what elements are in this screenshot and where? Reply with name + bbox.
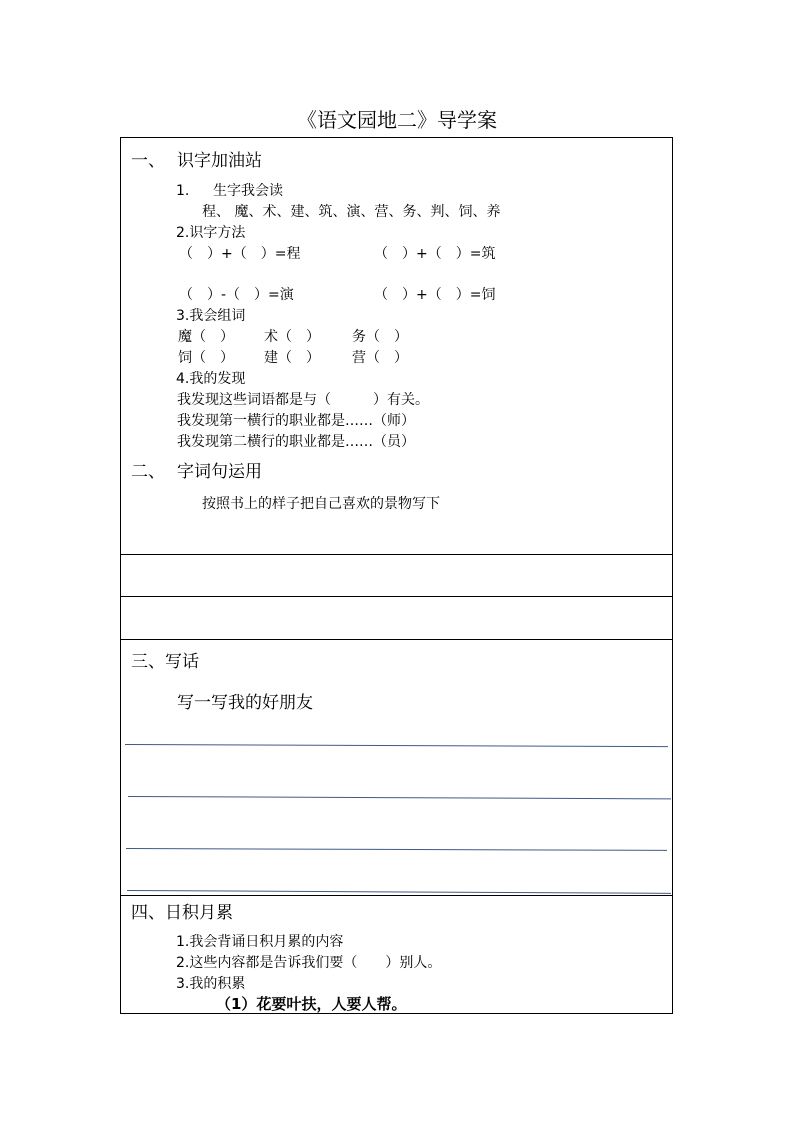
section2-instruction: 按照书上的样子把自己喜欢的景物写下 <box>202 496 440 512</box>
section1-number: 一、 <box>131 151 165 171</box>
section4-item1: 1.我会背诵日积月累的内容 <box>176 934 344 950</box>
section2-heading: 字词句运用 <box>177 462 262 482</box>
writing-line <box>128 796 671 799</box>
writing-line <box>126 848 667 851</box>
row-divider <box>121 895 672 896</box>
proverb-1: （1）花要叶扶，人要人帮。 <box>216 995 407 1013</box>
item4-label: 4.我的发现 <box>176 371 246 387</box>
word-jian: 建（ ） <box>264 350 320 366</box>
worksheet-table <box>120 137 673 1014</box>
item1-number: 1. <box>176 183 190 199</box>
formula-yan: （ ）-（ ）=演 <box>179 287 294 303</box>
word-wu: 务（ ） <box>352 329 408 345</box>
section3-heading: 三、写话 <box>131 652 199 672</box>
row-divider <box>121 554 672 555</box>
writing-prompt: 写一写我的好朋友 <box>177 693 313 713</box>
section1-heading: 识字加油站 <box>177 151 262 171</box>
writing-line <box>125 744 668 747</box>
character-list: 程、 魔、术、建、筑、演、营、务、判、饲、养 <box>202 204 501 220</box>
writing-line <box>127 890 671 894</box>
word-ying: 营（ ） <box>352 350 408 366</box>
finding-1: 我发现这些词语都是与（ ）有关。 <box>177 392 429 408</box>
word-mo: 魔（ ） <box>178 329 234 345</box>
section4-heading: 四、日积月累 <box>131 903 233 923</box>
word-shu: 术（ ） <box>264 329 320 345</box>
row-divider <box>121 596 672 597</box>
formula-si: （ ）+（ ）=饲 <box>374 287 496 303</box>
section2-number: 二、 <box>131 462 165 482</box>
formula-cheng: （ ）+（ ）=程 <box>179 246 301 262</box>
item1-label: 生字我会读 <box>213 183 283 199</box>
finding-3: 我发现第二横行的职业都是……（员） <box>177 434 415 450</box>
item2-label: 2.识字方法 <box>176 225 246 241</box>
row-divider <box>121 639 672 640</box>
item3-label: 3.我会组词 <box>176 308 246 324</box>
word-si: 饲（ ） <box>178 350 234 366</box>
section4-item3: 3.我的积累 <box>176 976 246 992</box>
formula-zhu: （ ）+（ ）=筑 <box>374 246 496 262</box>
finding-2: 我发现第一横行的职业都是……（师） <box>177 413 415 429</box>
section4-item2: 2.这些内容都是告诉我们要（ ）别人。 <box>176 955 442 971</box>
page-title: 《语文园地二》导学案 <box>297 108 497 132</box>
